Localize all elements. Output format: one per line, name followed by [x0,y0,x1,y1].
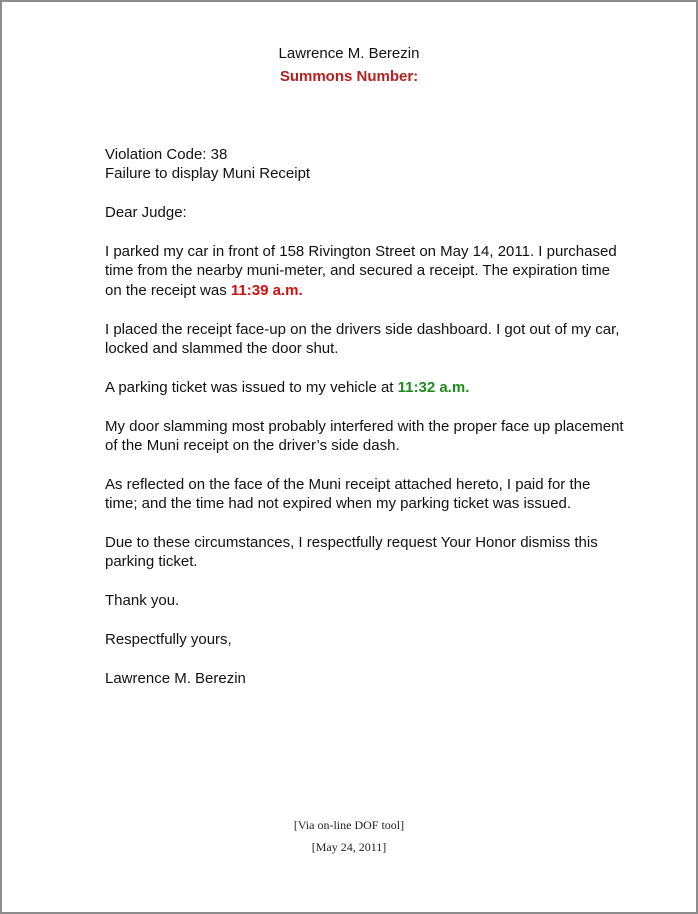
header-author-name: Lawrence M. Berezin [278,45,420,62]
violation-code: Violation Code: 38 [105,146,228,163]
closing-signoff: Respectfully yours, [105,631,232,649]
ticket-time: 11:32 a.m. [397,378,470,396]
footer-date-note: [May 24, 2011] [311,840,387,854]
salutation: Dear Judge: [105,204,187,222]
paragraph-receipt-attached: As reflected on the face of the Muni receipt attached hereto, I paid for the time; and the time had not expired when my parking ticket was issued. [105,475,591,513]
summons-number-label: Summons Number: [279,68,419,85]
violation-description: Failure to display Muni Receipt [105,165,311,183]
signature-name: Lawrence M. Berezin [105,669,246,687]
closing-thanks: Thank you. [105,592,180,610]
paragraph-parking [105,242,625,300]
paragraph-ticket-text: A parking ticket was issued to my vehicle at [105,378,398,396]
paragraph-request: Due to these circumstances, I respectfully request Your Honor dismiss this parking ticket. [105,534,598,571]
violation-block [105,145,625,184]
paragraph-parking-text: I parked my car in front of 158 Rivington Street on May 14, 2011. I purchased time from the nearby muni-meter, and secured a receipt. The expiration time on the receipt was [105,243,617,299]
paragraph-door-slamming: My door slamming most probably interfered with the proper face up placement of the Muni receipt on the driver’s side dash. [105,417,624,455]
paragraph-receipt-placement: I placed the receipt face-up on the drivers side dashboard. I got out of my car, locked and slammed the door shut. [105,320,620,358]
letter-body [105,145,625,708]
footer-via-note: [Via on-line DOF tool] [293,818,405,832]
expiration-time: 11:39 a.m. [230,281,303,299]
paragraph-ticket-issued [105,378,625,397]
